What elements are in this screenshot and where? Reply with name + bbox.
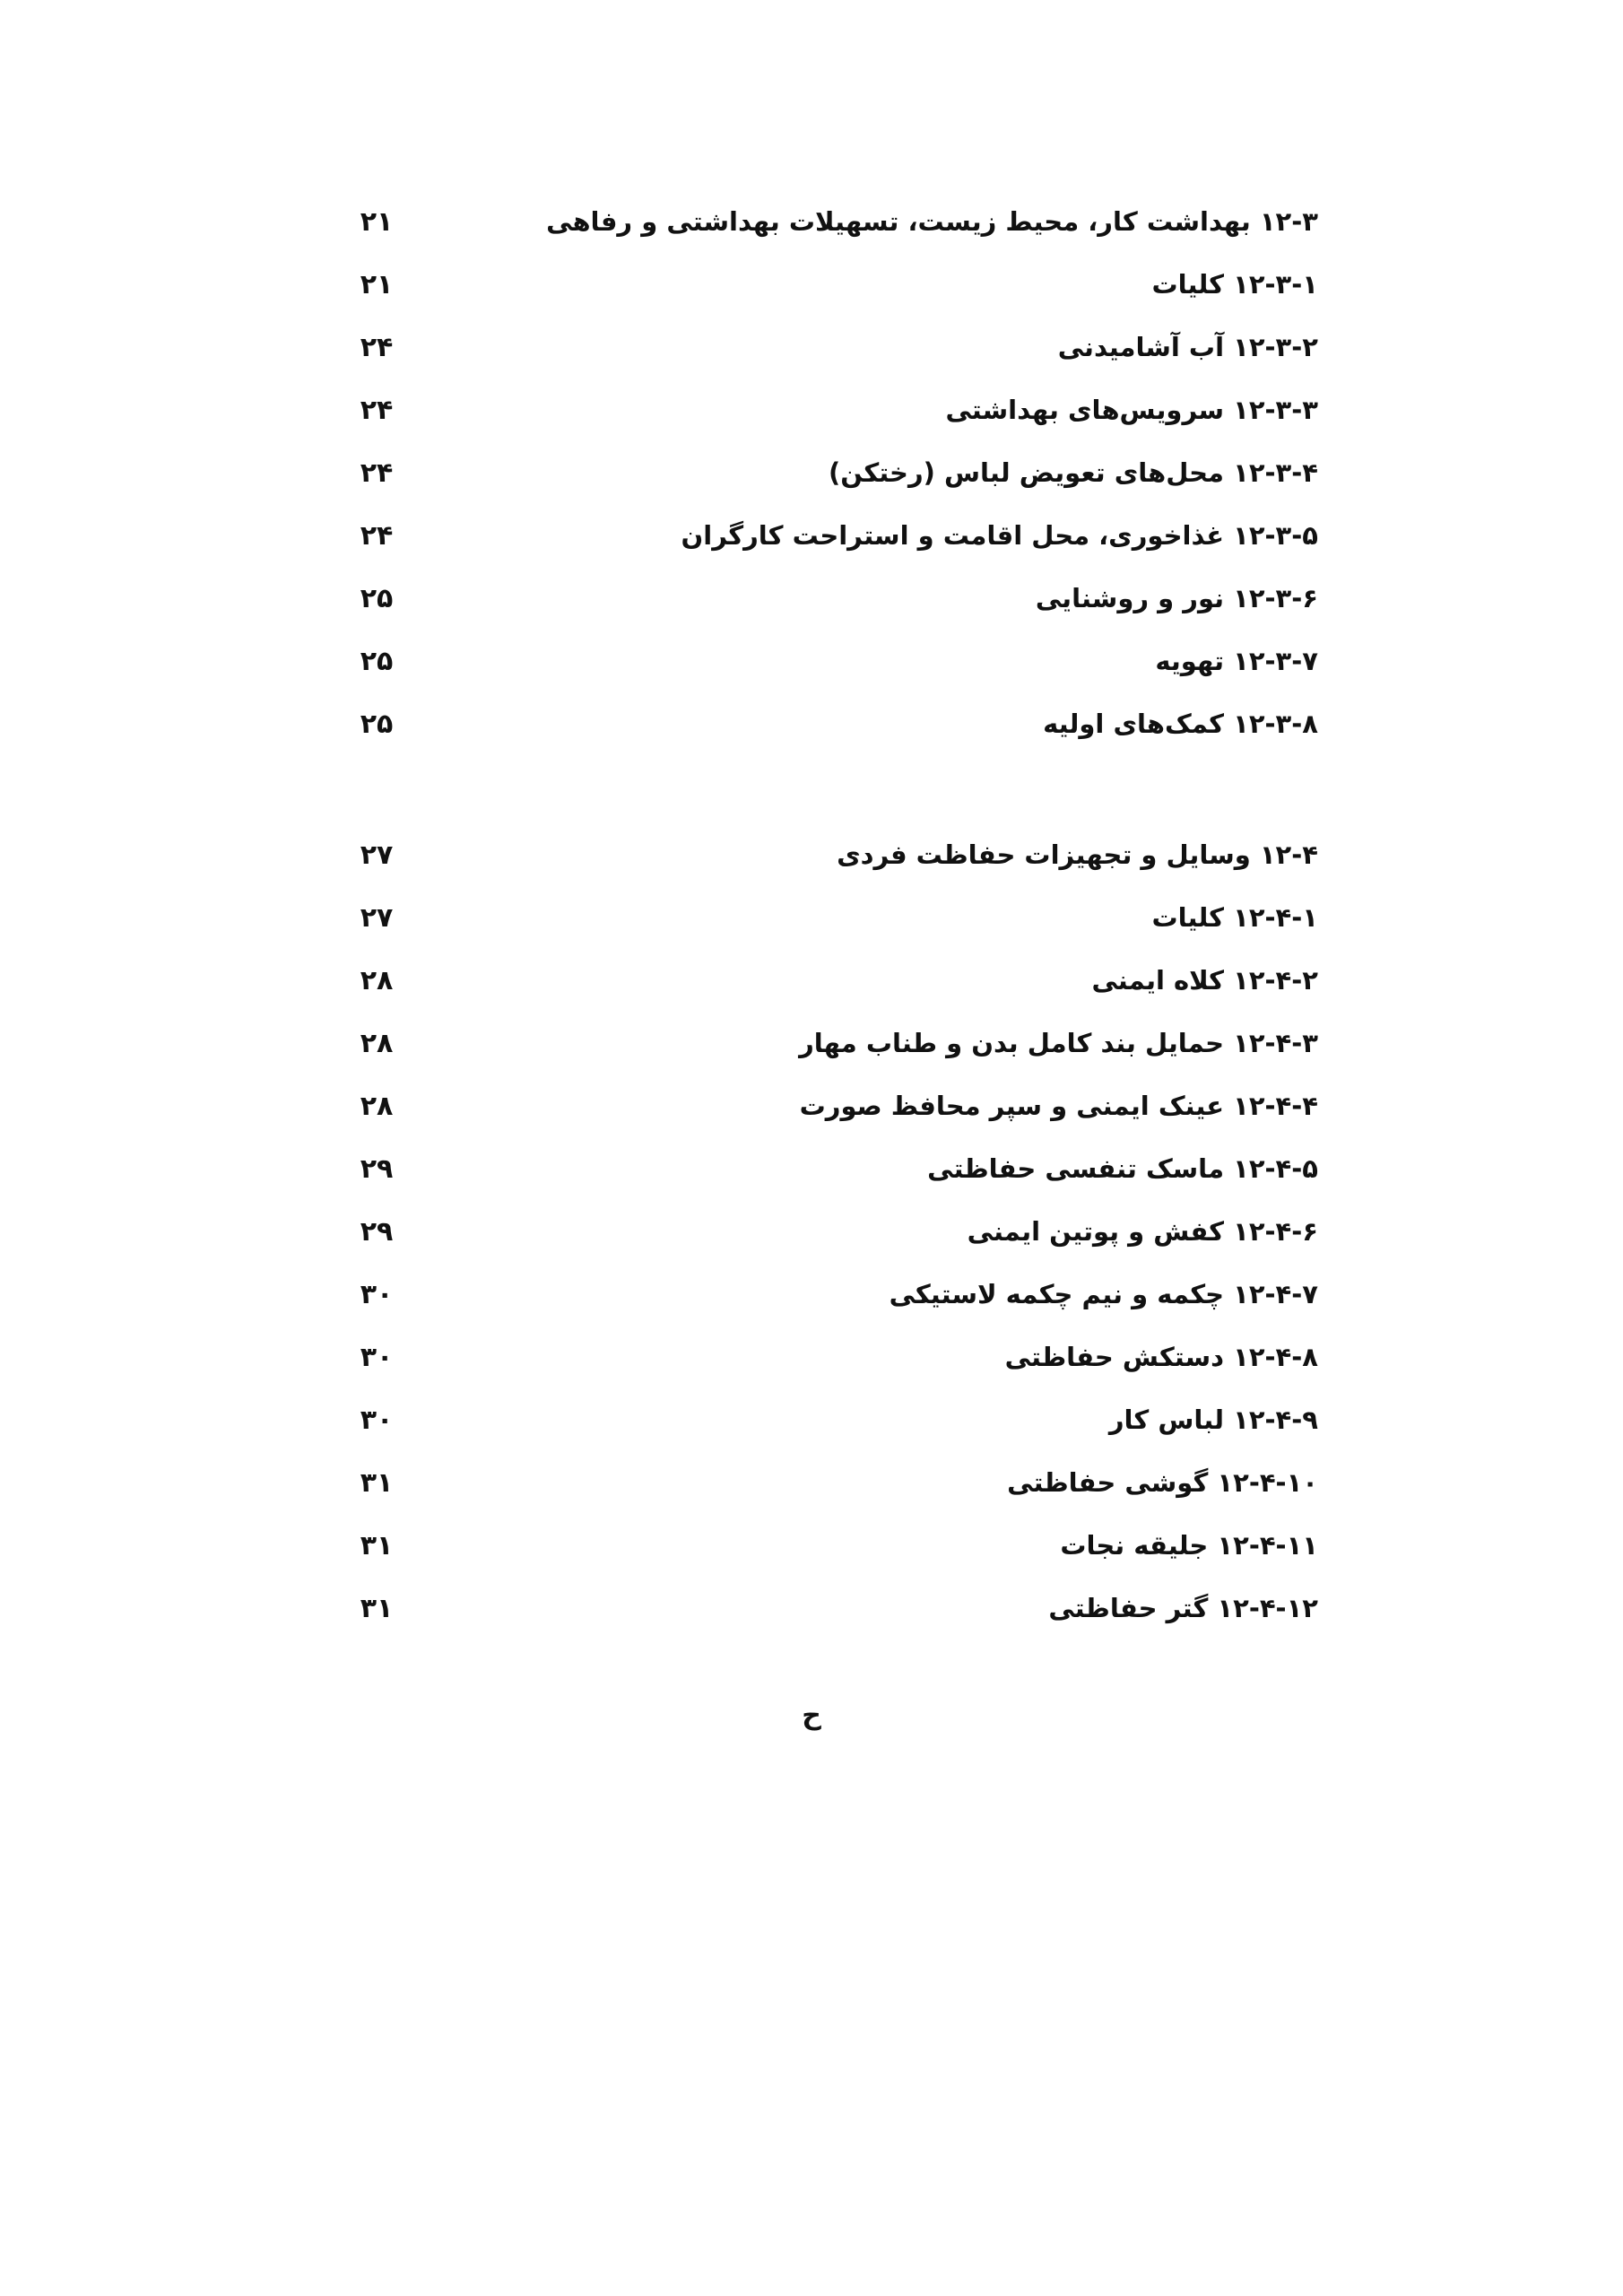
toc-entry-page: ۳۰ [360,1278,394,1310]
toc-entry-page: ۲۱ [360,205,394,238]
toc-entry-page: ۲۵ [360,582,394,614]
toc-entry[interactable] [341,1021,1318,1065]
toc-entry-title: ۱۲-۳-۶ نور و روشنایی [1035,583,1318,613]
toc-entry-title: ۱۲-۳-۲ آب آشامیدنی [1057,332,1318,362]
toc-entry-title: ۱۲-۴-۵ ماسک تنفسی حفاظتی [927,1153,1318,1184]
toc-entry[interactable] [341,513,1318,558]
toc-entry-title: ۱۲-۳-۷ تهویه [1155,646,1318,676]
toc-entry[interactable] [341,1460,1318,1505]
toc-entry[interactable] [341,639,1318,683]
toc-entry-title: ۱۲-۳-۳ سرویس‌های بهداشتی [945,395,1318,425]
toc-entry-title: ۱۲-۳-۸ کمک‌های اولیه [1043,709,1318,739]
toc-entry-page: ۲۸ [360,1027,394,1059]
toc-entry[interactable] [341,895,1318,940]
toc-entry[interactable] [341,1146,1318,1191]
toc-entry-title: ۱۲-۴-۴ عینک ایمنی و سپر محافظ صورت [799,1091,1318,1121]
toc-entry-title: ۱۲-۴-۸ دستکش حفاظتی [1004,1342,1318,1372]
toc-entry[interactable] [341,576,1318,621]
toc-entry-page: ۲۴ [360,457,394,489]
page-number: ح [802,1700,821,1731]
toc-entry-title: ۱۲-۴-۱ کلیات [1151,902,1318,933]
toc-section-heading[interactable] [341,832,1318,877]
toc-entry[interactable] [341,1397,1318,1442]
toc-section-heading[interactable] [341,199,1318,244]
toc-entry[interactable] [341,262,1318,307]
toc-entry-page: ۲۷ [360,901,394,934]
toc-entry-title: ۱۲-۴-۳ حمایل بند کامل بدن و طناب مهار [799,1028,1318,1058]
toc-entry-page: ۲۵ [360,645,394,677]
toc-entry-title: ۱۲-۳-۴ محل‌های تعویض لباس (رختکن) [828,457,1318,488]
toc-entry-page: ۲۸ [360,1090,394,1122]
toc-entry[interactable] [341,325,1318,370]
toc-entry-title: ۱۲-۴-۱۱ جلیقه نجات [1060,1530,1318,1561]
toc-entry[interactable] [341,1272,1318,1317]
toc-entry[interactable] [341,387,1318,432]
toc-entry[interactable] [341,1523,1318,1568]
toc-entry-title: ۱۲-۴-۹ لباس کار [1108,1405,1318,1435]
toc-entry-page: ۳۰ [360,1404,394,1436]
toc-entry[interactable] [341,701,1318,746]
toc-entry-page: ۲۴ [360,519,394,552]
toc-entry[interactable] [341,450,1318,495]
toc-entry-page: ۲۴ [360,331,394,363]
toc-entry-title: ۱۲-۴-۲ کلاه ایمنی [1091,965,1318,996]
toc-entry-title: ۱۲-۳ بهداشت کار، محیط زیست، تسهیلات بهداشتی و رفاهی [546,206,1318,237]
toc-entry-title: ۱۲-۳-۱ کلیات [1151,269,1318,300]
toc-entry-page: ۲۴ [360,394,394,426]
toc-entry-page: ۲۸ [360,964,394,996]
toc-entry[interactable] [341,958,1318,1003]
toc-entry-title: ۱۲-۴ وسایل و تجهیزات حفاظت فردی [837,839,1318,870]
toc-entry-page: ۲۷ [360,839,394,871]
toc-entry-page: ۲۵ [360,708,394,740]
toc-entry-page: ۳۱ [360,1592,394,1624]
toc-entry-page: ۳۱ [360,1466,394,1499]
toc-entry-title: ۱۲-۴-۱۲ گتر حفاظتی [1048,1593,1318,1623]
toc-entry-page: ۲۹ [360,1152,394,1185]
toc-entry-title: ۱۲-۴-۷ چکمه و نیم چکمه لاستیکی [889,1279,1318,1309]
toc-entry-title: ۱۲-۴-۶ کفش و پوتین ایمنی [967,1216,1318,1247]
toc-entry[interactable] [341,1083,1318,1128]
toc-entry[interactable] [341,1209,1318,1254]
toc-entry-title: ۱۲-۳-۵ غذاخوری، محل اقامت و استراحت کارگران [681,520,1318,551]
toc-entry[interactable] [341,1586,1318,1631]
toc-entry-title: ۱۲-۴-۱۰ گوشی حفاظتی [1007,1467,1318,1498]
toc-entry[interactable] [341,1335,1318,1379]
toc-entry-page: ۳۰ [360,1341,394,1373]
toc-entry-page: ۳۱ [360,1529,394,1561]
toc-entry-page: ۲۱ [360,268,394,300]
toc-entry-page: ۲۹ [360,1215,394,1248]
